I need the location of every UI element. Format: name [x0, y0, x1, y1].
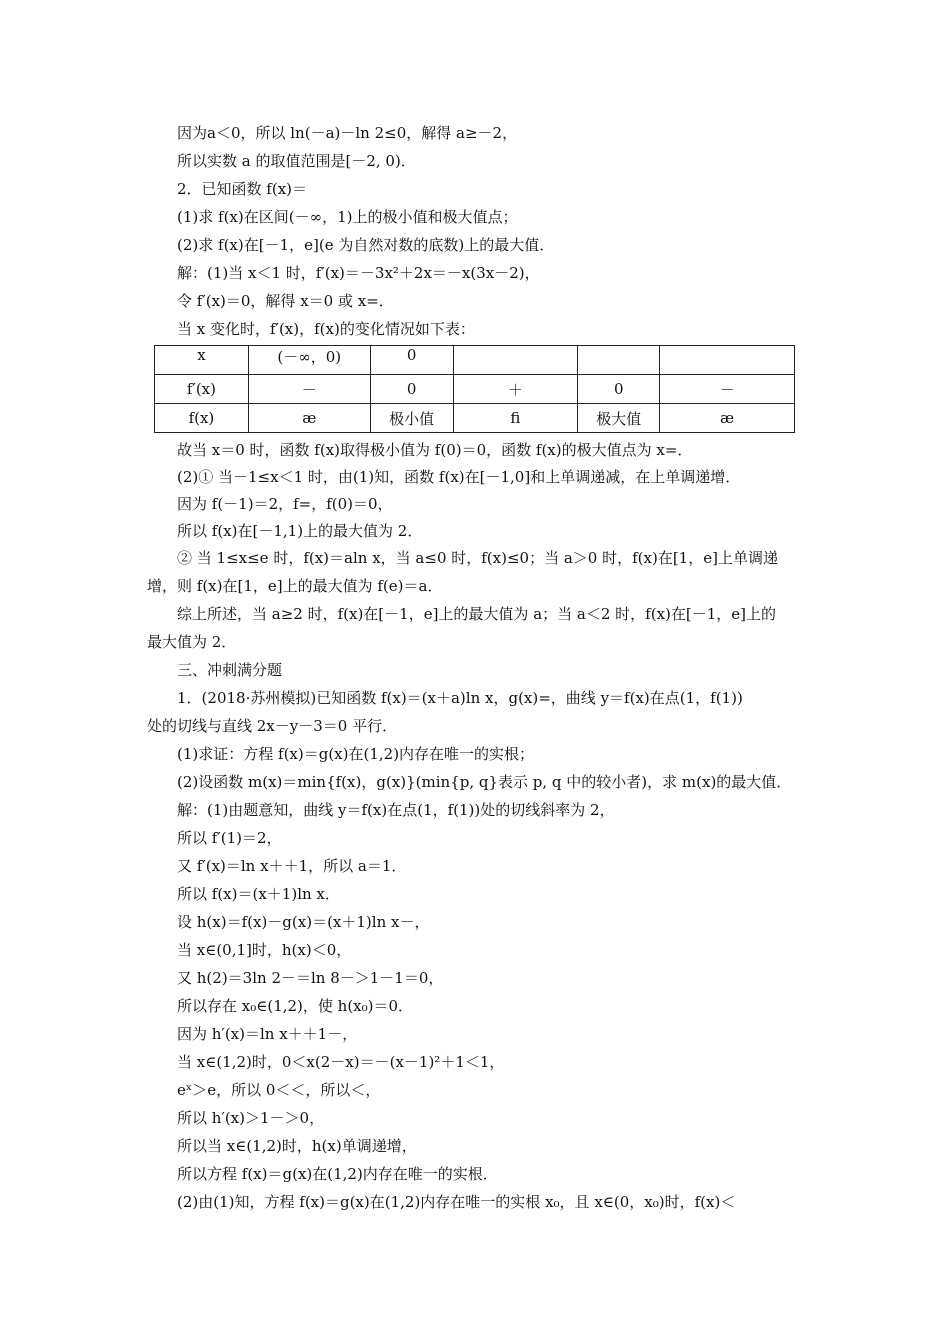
text-line: 解：(1)由题意知，曲线 y＝f(x)在点(1，f(1))处的切线斜率为 2， — [177, 801, 615, 819]
text-line: (2)① 当－1≤x＜1 时，由(1)知，函数 f(x)在[－1,0]和上单调递减，在上单调递增． — [177, 468, 741, 486]
table-cell: (－∞，0) — [248, 346, 370, 375]
table-row — [155, 375, 795, 404]
variation-table — [154, 345, 795, 433]
text-line: 所以实数 a 的取值范围是[－2, 0)． — [177, 152, 416, 170]
table-cell: － — [660, 375, 795, 404]
table-cell: 极小值 — [370, 404, 453, 433]
text-line: (1)求证：方程 f(x)＝g(x)在(1,2)内存在唯一的实根； — [177, 745, 535, 763]
table-cell: ＋ — [453, 375, 578, 404]
text-line: (1)求 f(x)在区间(－∞，1)上的极小值和极大值点； — [177, 208, 518, 226]
text-line: 增，则 f(x)在[1，e]上的最大值为 f(e)＝a． — [147, 577, 443, 595]
table-row — [155, 346, 795, 375]
text-line: 当 x∈(1,2)时，0＜x(2－x)＝－(x－1)²＋1＜1， — [177, 1053, 505, 1071]
text-line: 令 f′(x)＝0，解得 x＝0 或 x=． — [177, 292, 394, 310]
text-line: 所以方程 f(x)＝g(x)在(1,2)内存在唯一的实根． — [177, 1165, 498, 1183]
text-line: 所以当 x∈(1,2)时，h(x)单调递增， — [177, 1137, 417, 1155]
table-cell: 0 — [370, 346, 453, 375]
table-cell: æ — [248, 404, 370, 433]
text-line: 当 x∈(0,1]时，h(x)＜0， — [177, 941, 352, 959]
text-line: 所以存在 x₀∈(1,2)，使 h(x₀)＝0． — [177, 997, 414, 1015]
table-cell: ﬁ — [453, 404, 578, 433]
text-line: 解：(1)当 x＜1 时，f′(x)＝－3x²＋2x＝－x(3x－2)， — [177, 264, 540, 282]
text-line: 所以 f(x)＝(x＋1)ln x． — [177, 885, 340, 903]
table-cell: x — [155, 346, 249, 375]
text-line: 所以 h′(x)＞1－＞0， — [177, 1109, 325, 1127]
text-line: 综上所述，当 a≥2 时，f(x)在[－1，e]上的最大值为 a；当 a＜2 时，f(x)在[－1，e]上的 — [177, 605, 777, 623]
table-cell — [660, 346, 795, 375]
table-cell: f′(x) — [155, 375, 249, 404]
table-cell: f(x) — [155, 404, 249, 433]
table-cell — [578, 346, 660, 375]
table-cell: 0 — [578, 375, 660, 404]
text-line: (2)由(1)知，方程 f(x)＝g(x)在(1,2)内存在唯一的实根 x₀，且 x∈(0，x₀)时，f(x)＜ — [177, 1193, 736, 1211]
table-cell: 0 — [370, 375, 453, 404]
table-cell: æ — [660, 404, 795, 433]
text-line: ② 当 1≤x≤e 时，f(x)＝aln x，当 a≤0 时，f(x)≤0；当 a＞0 时，f(x)在[1，e]上单调递 — [177, 549, 778, 567]
text-line: 2．已知函数 f(x)＝ — [177, 180, 308, 198]
text-line: eˣ＞e，所以 0＜＜，所以＜， — [177, 1081, 381, 1099]
text-line: 因为 f(－1)＝2，f=，f(0)＝0， — [177, 495, 393, 513]
text-line: 当 x 变化时，f′(x)，f(x)的变化情况如下表： — [177, 320, 475, 338]
text-line: 又 h(2)＝3ln 2－＝ln 8－＞1－1＝0， — [177, 969, 444, 987]
text-line: 又 f′(x)＝ln x＋＋1，所以 a＝1． — [177, 857, 407, 875]
text-line: 最大值为 2． — [147, 633, 237, 651]
text-line: (2)求 f(x)在[－1，e](e 为自然对数的底数)上的最大值． — [177, 236, 555, 254]
text-line: 所以 f(x)在[－1,1)上的最大值为 2． — [177, 522, 423, 540]
table-cell: － — [248, 375, 370, 404]
text-line: 1．(2018·苏州模拟)已知函数 f(x)＝(x＋a)ln x，g(x)=，曲线 y＝f(x)在点(1，f(1)) — [177, 689, 743, 707]
text-line: 故当 x＝0 时，函数 f(x)取得极小值为 f(0)＝0，函数 f(x)的极大值点为 x=． — [177, 441, 693, 459]
text-line: 因为 h′(x)＝ln x＋＋1－， — [177, 1025, 358, 1043]
text-line: 处的切线与直线 2x－y－3＝0 平行． — [147, 717, 398, 735]
table-cell — [453, 346, 578, 375]
text-line: 因为a＜0，所以 ln(－a)－ln 2≤0，解得 a≥－2， — [177, 124, 518, 142]
table-row — [155, 404, 795, 433]
table-cell: 极大值 — [578, 404, 660, 433]
text-line: 设 h(x)＝f(x)－g(x)＝(x＋1)ln x－， — [177, 913, 430, 931]
text-line: (2)设函数 m(x)＝min{f(x)，g(x)}(min{p, q}表示 p, q 中的较小者)，求 m(x)的最大值． — [177, 773, 792, 791]
text-line: 所以 f′(1)＝2， — [177, 829, 282, 847]
section-heading: 三、冲刺满分题 — [177, 661, 283, 679]
